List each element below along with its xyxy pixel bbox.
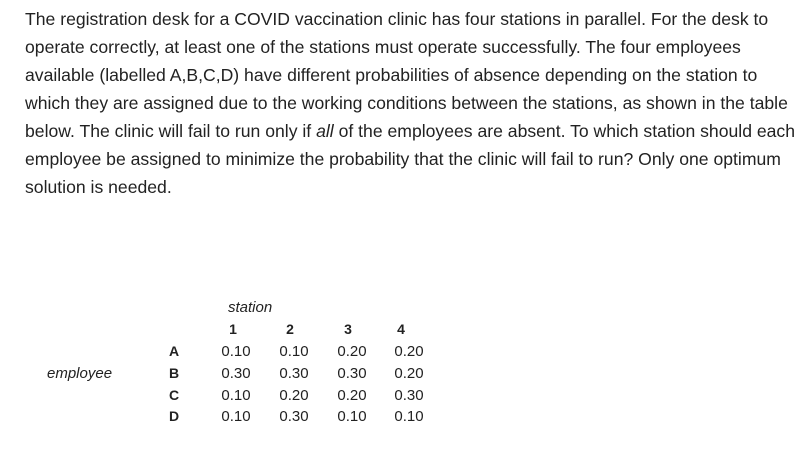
table-cell: 0.20 <box>337 387 367 404</box>
table-cell: 0.10 <box>337 408 367 425</box>
column-header-1: 1 <box>229 321 237 337</box>
table-cell: 0.10 <box>221 387 251 404</box>
problem-text-part1: The registration desk for a COVID vaccination clinic has four stations in parallel. For the desk to operate correctly, at least one of the stations must operate successfully. The four employees available (labelled A,B,C,D) have different probabilities of absence depending on the station to which they are assigned due to the working conditions between the stations, as shown in the table below. The clinic will fail to run only if <box>25 9 788 141</box>
table-cell: 0.20 <box>394 365 424 382</box>
row-label-a: A <box>168 343 180 359</box>
station-label: station <box>228 299 273 316</box>
table-cell: 0.10 <box>221 408 251 425</box>
table-cell: 0.30 <box>394 387 424 404</box>
table-cell: 0.10 <box>221 343 251 360</box>
problem-text-emphasis: all <box>316 121 334 141</box>
table-cell: 0.20 <box>337 343 367 360</box>
table-cell: 0.30 <box>221 365 251 382</box>
problem-text-part2: of the employees are absent. To which station should each employee be assigned to minimize the probability that the clinic will fail to run? Only one optimum solution is needed. <box>25 121 796 197</box>
column-header-3: 3 <box>344 321 352 337</box>
row-label-b: B <box>168 365 180 381</box>
column-header-4: 4 <box>397 321 405 337</box>
column-header-2: 2 <box>286 321 294 337</box>
table-cell: 0.20 <box>279 387 309 404</box>
row-label-d: D <box>168 408 180 424</box>
table-cell: 0.10 <box>394 408 424 425</box>
problem-statement <box>25 5 795 201</box>
table-cell: 0.30 <box>337 365 367 382</box>
employee-label: employee <box>47 365 113 382</box>
table-cell: 0.20 <box>394 343 424 360</box>
row-label-c: C <box>168 387 180 403</box>
table-cell: 0.30 <box>279 408 309 425</box>
table-cell: 0.10 <box>279 343 309 360</box>
table-cell: 0.30 <box>279 365 309 382</box>
